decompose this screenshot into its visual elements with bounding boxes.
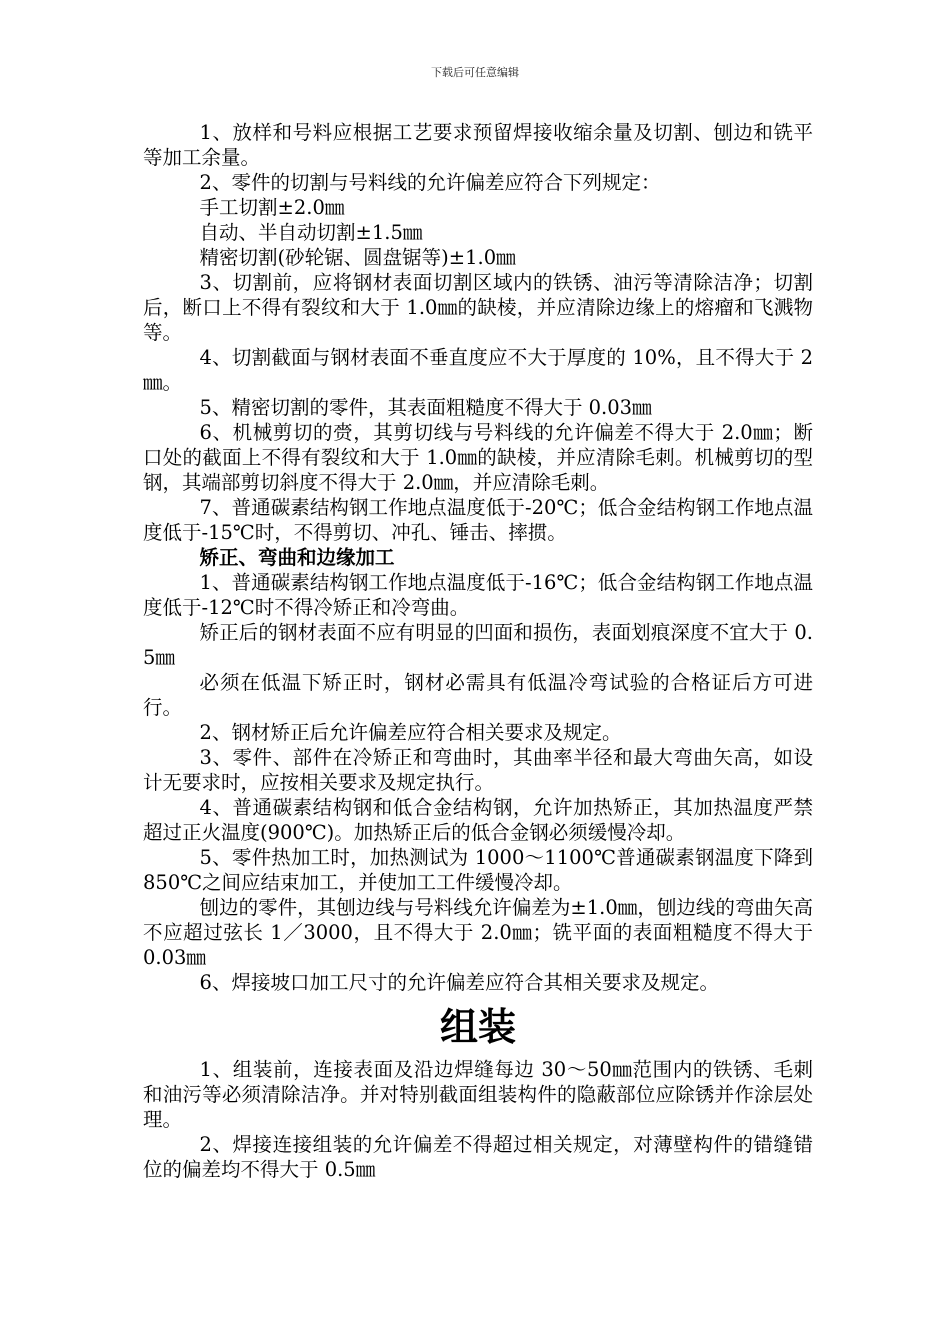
cutting-paragraph-7: 7、普通碳素结构钢工作地点温度低于-20℃；低合金结构钢工作地点温度低于-15℃时，不得剪切、冲孔、锤击、摔掼。 [143,496,813,544]
cutting-paragraph-1: 1、放样和号料应根据工艺要求预留焊接收缩余量及切割、刨边和铣平等加工余量。 [143,121,813,169]
assembly-paragraph-1: 1、组装前，连接表面及沿边焊缝每边 30～50㎜范围内的铁锈、毛刺和油污等必须清除洁净。并对特别截面组装构件的隐蔽部位应除锈并作涂层处理。 [143,1058,813,1131]
cutting-paragraph-4: 4、切割截面与钢材表面不垂直度应不大于厚度的 10%，且不得大于 2㎜。 [143,346,813,394]
document-body [143,120,813,1182]
straightening-paragraph-1: 1、普通碳素结构钢工作地点温度低于-16℃；低合金结构钢工作地点温度低于-12℃时不得冷矫正和冷弯曲。 [143,571,813,619]
assembly-section-title: 组装 [439,1005,516,1049]
cutting-tolerance-manual: 手工切割±2.0㎜ [199,196,345,219]
cutting-paragraph-6: 6、机械剪切的赍，其剪切线与号料线的允许偏差不得大于 2.0㎜；断口处的截面上不得有裂纹和大于 1.0㎜的缺棱，并应清除毛刺。机械剪切的型钢，其端部剪切斜度不得大于 2.0㎜，并应清除毛刺。 [143,421,813,494]
cutting-tolerance-auto: 自动、半自动切割±1.5㎜ [199,221,423,244]
cutting-tolerance-precision: 精密切割(砂轮锯、圆盘锯等)±1.0㎜ [199,246,516,269]
straightening-paragraph-6: 4、普通碳素结构钢和低合金结构钢，允许加热矫正，其加热温度严禁超过正火温度(900℃)。加热矫正后的低合金钢必须缓慢冷却。 [143,796,813,844]
straightening-paragraph-8: 刨边的零件，其刨边线与号料线允许偏差为±1.0㎜，刨边线的弯曲矢高不应超过弦长 1／3000，且不得大于 2.0㎜；铣平面的表面粗糙度不得大于 0.03㎜ [143,896,813,969]
cutting-paragraph-3: 3、切割前，应将钢材表面切割区域内的铁锈、油污等清除洁净；切割后，断口上不得有裂纹和大于 1.0㎜的缺棱，并应清除边缘上的熔瘤和飞溅物等。 [143,271,813,344]
cutting-paragraph-2: 2、零件的切割与号料线的允许偏差应符合下列规定： [199,171,661,194]
straightening-paragraph-3: 必须在低温下矫正时，钢材必需具有低温冷弯试验的合格证后方可进行。 [143,671,813,719]
assembly-paragraph-2: 2、焊接连接组装的允许偏差不得超过相关规定，对薄壁构件的错缝错位的偏差均不得大于 0.5㎜ [143,1133,813,1181]
cutting-paragraph-5: 5、精密切割的零件，其表面粗糙度不得大于 0.03㎜ [199,396,652,419]
straightening-paragraph-4: 2、钢材矫正后允许偏差应符合相关要求及规定。 [199,721,622,744]
straightening-paragraph-7: 5、零件热加工时，加热测试为 1000～1100℃普通碳素钢温度下降到 850℃之间应结束加工，并使加工工件缓慢冷却。 [143,846,813,894]
straightening-paragraph-9: 6、焊接坡口加工尺寸的允许偏差应符合其相关要求及规定。 [199,971,719,994]
straightening-heading: 矫正、弯曲和边缘加工 [199,546,395,569]
page-header-note: 下载后可任意编辑 [431,66,519,79]
straightening-paragraph-5: 3、零件、部件在冷矫正和弯曲时，其曲率半径和最大弯曲矢高，如设计无要求时，应按相关要求及规定执行。 [143,746,813,794]
straightening-paragraph-2: 矫正后的钢材表面不应有明显的凹面和损伤，表面划痕深度不宜大于 0.5㎜ [143,621,813,669]
